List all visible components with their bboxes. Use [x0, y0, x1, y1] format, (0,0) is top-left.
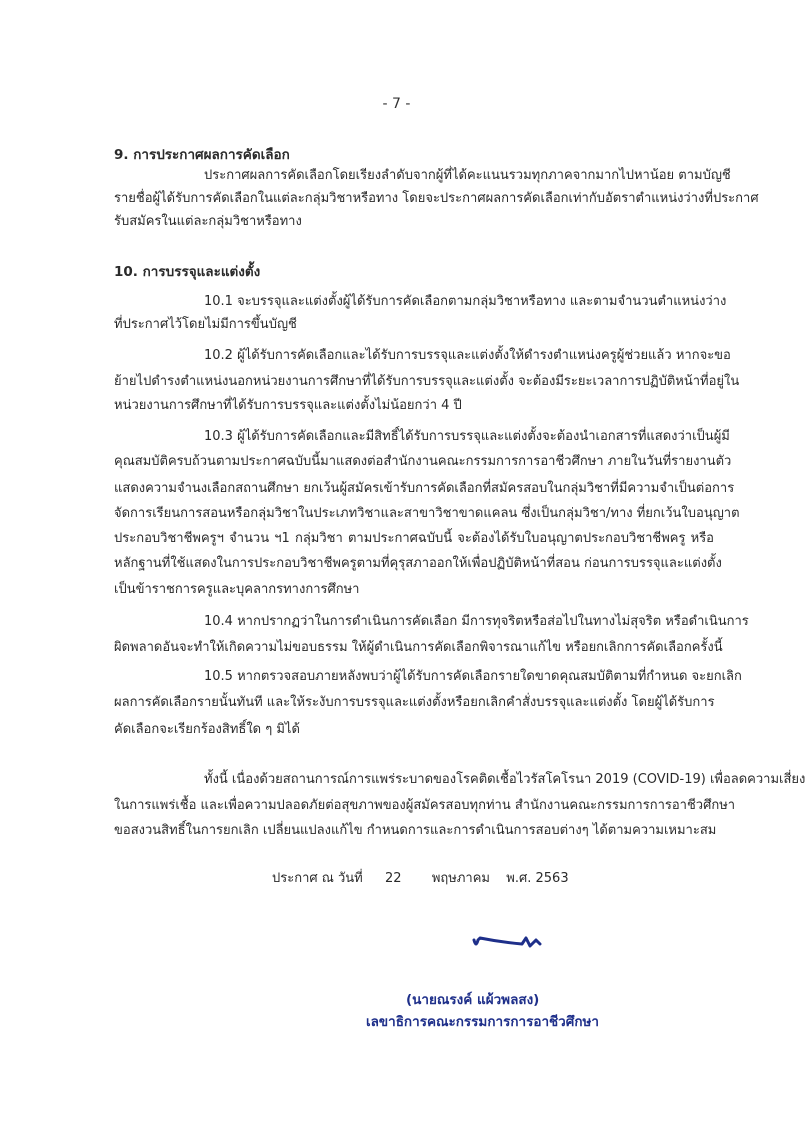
date-prefix: ประกาศ ณ วันที่: [272, 871, 363, 886]
section-10-heading: 10. การบรรจุและแต่งตั้ง: [114, 264, 261, 280]
clause-10-2-line: หน่วยงานการศึกษาที่ได้รับการบรรจุและแต่งตั้งไม่น้อยกว่า 4 ปี: [114, 398, 462, 413]
clause-10-3-line: 10.3 ผู้ได้รับการคัดเลือกและมีสิทธิ์ได้รับการบรรจุและแต่งตั้งจะต้องนำเอกสารที่แสดงว่าเป็นผู้มี: [204, 429, 730, 444]
clause-10-1-line: 10.1 จะบรรจุและแต่งตั้งผู้ได้รับการคัดเลือกตามกลุ่มวิชาหรือทาง และตามจำนวนตำแหน่งว่าง: [204, 294, 727, 309]
clause-10-3-line: คุณสมบัติครบถ้วนตามประกาศฉบับนี้มาแสดงต่อสำนักงานคณะกรรมการการอาชีวศึกษา ภายในวันที่รายงานตัว: [114, 454, 732, 469]
clause-10-3-line: หลักฐานที่ใช้แสดงในการประกอบวิชาชีพครูตามที่คุรุสภาออกให้เพื่อปฏิบัติหน้าที่สอน ก่อนการบรรจุและแต่งตั้ง: [114, 556, 722, 571]
closing-line: ในการแพร่เชื้อ และเพื่อความปลอดภัยต่อสุขภาพของผู้สมัครสอบทุกท่าน สำนักงานคณะกรรมการการอาชีวศึกษา: [114, 798, 736, 813]
announcement-date: [272, 870, 569, 888]
clause-10-4-line: 10.4 หากปรากฏว่าในการดำเนินการคัดเลือก มีการทุจริตหรือส่อไปในทางไม่สุจริต หรือดำเนินการ: [204, 614, 749, 629]
clause-10-3-line: แสดงความจำนงเลือกสถานศึกษา ยกเว้นผู้สมัครเข้ารับการคัดเลือกที่สมัครสอบในกลุ่มวิชาที่มีความจำเป็นต่อการ: [114, 481, 735, 496]
clause-10-4-line: ผิดพลาดอันจะทำให้เกิดความไม่ขอบธรรม ให้ผู้ดำเนินการคัดเลือกพิจารณาแก้ไข หรือยกเลิกการคัดเลือกครั้งนี้: [114, 640, 723, 655]
closing-line: ขอสงวนสิทธิ์ในการยกเลิก เปลี่ยนแปลงแก้ไข กำหนดการและการดำเนินการสอบต่างๆ ได้ตามความเหมาะสม: [114, 823, 717, 838]
clause-10-1-line: ที่ประกาศไว้โดยไม่มีการขึ้นบัญชี: [114, 317, 297, 332]
clause-10-3-line: จัดการเรียนการสอนหรือกลุ่มวิชาในประเภทวิชาและสาขาวิชาขาดแคลน ซึ่งเป็นกลุ่มวิชา/ทาง ที่ยกเว้นใบอนุญาต: [114, 506, 740, 521]
date-day: 22: [385, 871, 402, 886]
clause-10-5-line: คัดเลือกจะเรียกร้องสิทธิ์ใด ๆ มิได้: [114, 722, 300, 737]
closing-line: ทั้งนี้ เนื่องด้วยสถานการณ์การแพร่ระบาดของโรคติดเชื้อไวรัสโคโรนา 2019 (COVID-19) เพื่อลดความเสี่ยง: [204, 772, 805, 787]
section-9-line: รายชื่อผู้ได้รับการคัดเลือกในแต่ละกลุ่มวิชาหรือทาง โดยจะประกาศผลการคัดเลือกเท่ากับอัตราตำแหน่งว่างที่ประกาศ: [114, 191, 759, 206]
signature-mark: [470, 930, 550, 960]
signer-title: เลขาธิการคณะกรรมการการอาชีวศึกษา: [366, 1014, 599, 1030]
section-9-heading: 9. การประกาศผลการคัดเลือก: [114, 147, 290, 163]
date-year: พ.ศ. 2563: [506, 871, 569, 886]
date-month: พฤษภาคม: [431, 871, 490, 886]
section-9-line: รับสมัครในแต่ละกลุ่มวิชาหรือทาง: [114, 214, 302, 229]
signer-name: (นายณรงค์ แผ้วพลสง): [406, 992, 540, 1008]
clause-10-2-line: 10.2 ผู้ได้รับการคัดเลือกและได้รับการบรรจุและแต่งตั้งให้ดำรงตำแหน่งครูผู้ช่วยแล้ว หากจะขอ: [204, 348, 731, 363]
clause-10-5-line: 10.5 หากตรวจสอบภายหลังพบว่าผู้ได้รับการคัดเลือกรายใดขาดคุณสมบัติตามที่กำหนด จะยกเลิก: [204, 669, 742, 684]
clause-10-2-line: ย้ายไปดำรงตำแหน่งนอกหน่วยงานการศึกษาที่ได้รับการบรรจุและแต่งตั้ง จะต้องมีระยะเวลาการปฏิบัติหน้าที่อยู่ใน: [114, 374, 740, 389]
page-number: - 7 -: [382, 96, 411, 112]
clause-10-3-line: ประกอบวิชาชีพครูฯ จำนวน ฯ1 กลุ่มวิชา ตามประกาศฉบับนี้ จะต้องได้รับใบอนุญาตประกอบวิชาชีพครู หรือ: [114, 531, 714, 546]
section-9-line: ประกาศผลการคัดเลือกโดยเรียงลำดับจากผู้ที่ได้คะแนนรวมทุกภาคจากมากไปหาน้อย ตามบัญชี: [204, 168, 731, 183]
clause-10-3-line: เป็นข้าราชการครูและบุคลากรทางการศึกษา: [114, 582, 360, 597]
clause-10-5-line: ผลการคัดเลือกรายนั้นทันที และให้ระงับการบรรจุและแต่งตั้งหรือยกเลิกคำสั่งบรรจุและแต่งตั้ง โดยผู้ได้รับการ: [114, 695, 715, 710]
